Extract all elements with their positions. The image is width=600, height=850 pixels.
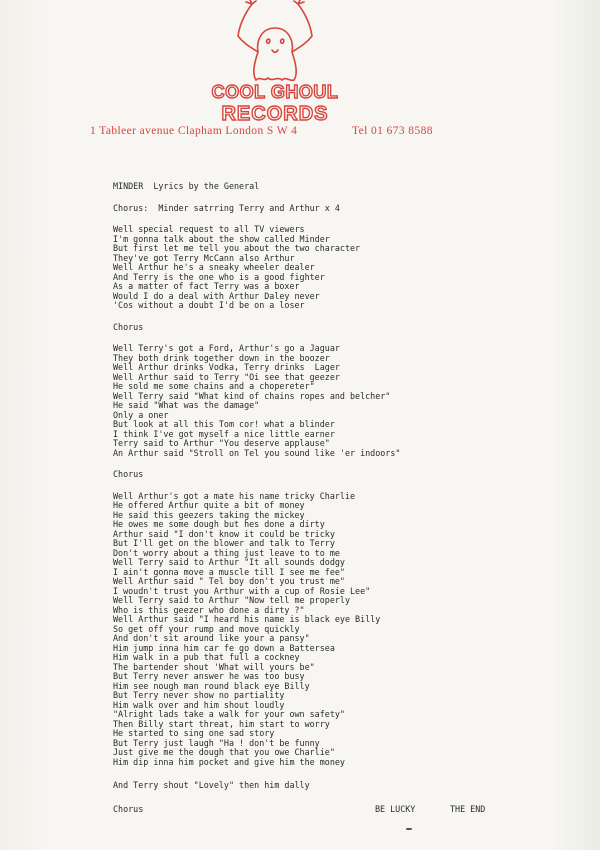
lyric-line: They've got Terry McCann also Arthur <box>113 252 295 263</box>
lyric-line: Chorus <box>113 321 144 332</box>
lyric-line: Well Arthur said to Terry "Oi see that geezer <box>113 371 340 382</box>
lyric-line: But first let me tell you about the two character <box>113 243 361 253</box>
lyric-line: But look at all this Tom cor! what a blinder <box>113 419 335 429</box>
lyric-line: Well Arthur said " Tel boy don't you trust me" <box>113 576 345 586</box>
ink-mark <box>406 828 412 830</box>
lyric-line: Him jump inna him car fe go down a Battersea <box>113 642 335 653</box>
lyric-line: Him walk over and him shout loudly <box>113 699 285 710</box>
ghost-eye-right <box>281 39 284 43</box>
lyric-line: "Alright lads take a walk for your own safety" <box>113 709 345 719</box>
lyric-line: Well Arthur said "I heard his name is black eye Billy <box>113 614 381 624</box>
label-address <box>90 125 450 137</box>
lyric-line: And Terry is the one who is a good fighter <box>113 271 325 282</box>
lyric-line: MINDER Lyrics by the General <box>113 181 260 191</box>
lyric-line: He said this geezers taking the mickey <box>113 509 305 520</box>
ghost-eye-left <box>267 39 270 43</box>
lyric-line: Would I do a deal with Arthur Daley never <box>113 290 320 301</box>
lyric-line: Chorus: Minder satrring Terry and Arthur x 4 <box>113 202 340 213</box>
lyric-line: But Terry just laugh "Ha ! don't be funny <box>113 737 320 748</box>
sheet-footer <box>113 804 513 814</box>
footer-chorus: Chorus <box>113 804 144 814</box>
lyric-line: Only a oner <box>113 409 169 420</box>
lyric-line: He offered Arthur quite a bit of money <box>113 500 305 510</box>
lyric-line: Well Arthur he's a sneaky wheeler dealer <box>113 262 315 272</box>
street-address: 1 Tableer avenue Clapham London S W 4 <box>90 125 298 137</box>
lyric-line: Well Arthur drinks Vodka, Terry drinks Lager <box>113 362 340 372</box>
lyric-line: Him see nough man round black eye Billy <box>113 680 310 691</box>
ghost-arm-left <box>246 0 256 4</box>
lyric-line: Who is this geezer who done a dirty ?" <box>113 604 305 615</box>
ghost-body <box>238 4 312 80</box>
lyric-line: Don't worry about a thing just leave to to me <box>113 547 340 558</box>
lyric-line: Terry said to Arthur "You deserve applause" <box>113 438 330 448</box>
lyric-line: I woudn't trust you Arthur with a cup of Rosie Lee" <box>113 585 371 596</box>
lyric-line: Well Terry said "What kind of chains ropes and belcher" <box>113 390 391 401</box>
lyric-line: He owes me some dough but hes done a dirty <box>113 519 325 529</box>
lyric-line: I think I've got myself a nice little earner <box>113 428 335 439</box>
lyric-line: The bartender shout 'What will yours be" <box>113 661 315 672</box>
lyric-line: Just give me the dough that you owe Charlie" <box>113 747 335 757</box>
lyric-line: Him dip inna him pocket and give him the money <box>113 756 345 767</box>
telephone-number: Tel 01 673 8588 <box>352 125 433 137</box>
lyric-line: Chorus <box>113 469 144 479</box>
lyrics-body <box>113 182 400 791</box>
lyric-line: I'm gonna talk about the show called Minder <box>113 233 330 244</box>
lyric-line: An Arthur said "Stroll on Tel you sound like 'er indoors" <box>113 447 401 458</box>
lyric-line: Well special request to all TV viewers <box>113 224 305 234</box>
lyric-line: And don't sit around like your a pansy" <box>113 633 310 643</box>
lyric-line: Well Terry said to Arthur "It all sounds dodgy <box>113 557 345 567</box>
lyric-line: He started to sing one sad story <box>113 728 275 738</box>
lyric-line: He said "What was the damage" <box>113 400 260 410</box>
lyric-line: But Terry never answer he was too busy <box>113 671 305 681</box>
lyric-line: But I'll get on the blower and talk to Terry <box>113 538 335 548</box>
lyric-line: He sold me some chains and a chopereter" <box>113 381 315 391</box>
lyric-line: As a matter of fact Terry was a boxer <box>113 281 300 291</box>
lyric-line: I ain't gonna move a muscle till I see me fee" <box>113 566 345 577</box>
lyric-line: Well Arthur's got a mate his name tricky Charlie <box>113 490 356 501</box>
ghost-arm-right <box>294 0 304 4</box>
lyric-line: And Terry shout "Lovely" then him dally <box>113 780 310 790</box>
cool-ghoul-records-logo <box>200 0 350 128</box>
lyric-line: So get off your rump and move quickly <box>113 623 300 634</box>
lyric-line: 'Cos without a doubt I'd be on a loser <box>113 300 305 310</box>
lyric-line: Well Terry said to Arthur "Now tell me properly <box>113 595 350 605</box>
lyric-line: Arthur said "I don't know it could be tricky <box>113 528 335 539</box>
sign-off-be-lucky: BE LUCKY <box>375 804 416 814</box>
lyric-line: Him walk in a pub that full a cockney <box>113 652 300 662</box>
lyric-line: They both drink together down in the boozer <box>113 352 330 363</box>
lyric-line: Well Terry's got a Ford, Arthur's go a Jaguar <box>113 343 340 353</box>
lyric-line: Then Billy start threat, him start to worry <box>113 718 330 729</box>
sign-off-the-end: THE END <box>450 804 486 814</box>
logo-text-line1: COOL GHOUL <box>211 82 339 102</box>
logo-text-line2: RECORDS <box>221 103 329 125</box>
lyric-line: But Terry never show no partiality <box>113 690 285 700</box>
ghost-mouth <box>272 50 278 52</box>
